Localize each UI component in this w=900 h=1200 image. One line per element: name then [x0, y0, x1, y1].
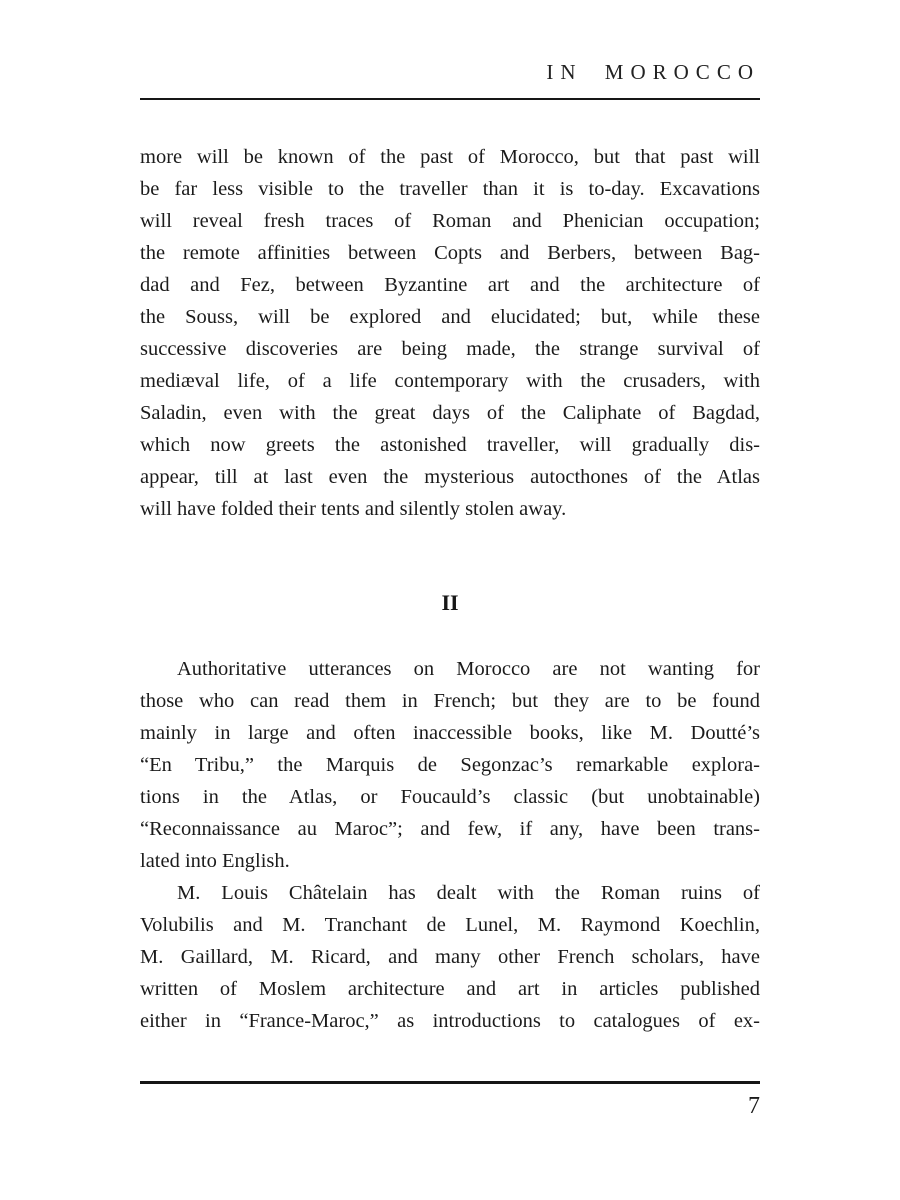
page-content — [140, 0, 760, 1037]
text-line: lated into English. — [140, 850, 290, 872]
text-line: tions in the Atlas, or Foucauld’s classic (but unobtainable) — [140, 786, 760, 808]
page-footer — [140, 1081, 760, 1120]
text-line: mainly in large and often inaccessible books, like M. Doutté’s — [140, 722, 760, 744]
text-line: will reveal fresh traces of Roman and Phenician occupation; — [140, 210, 760, 232]
text-line: appear, till at last even the mysterious autocthones of the Atlas — [140, 466, 760, 488]
text-line: which now greets the astonished traveller, will gradually dis- — [140, 434, 760, 456]
text-line: be far less visible to the traveller than it is to-day. Excavations — [140, 178, 760, 200]
text-line: Saladin, even with the great days of the Caliphate of Bagdad, — [140, 402, 760, 424]
text-line: M. Louis Châtelain has dealt with the Roman ruins of — [177, 882, 760, 904]
section-heading: II — [441, 590, 459, 615]
text-line: the Souss, will be explored and elucidated; but, while these — [140, 306, 760, 328]
text-line: Authoritative utterances on Morocco are not wanting for — [177, 658, 760, 680]
paragraph-3 — [140, 877, 760, 1037]
text-line: successive discoveries are being made, the strange survival of — [140, 338, 760, 360]
header-rule — [140, 98, 760, 100]
paragraph-1 — [140, 141, 760, 525]
running-head-title: IN MOROCCO — [546, 60, 760, 84]
text-line: M. Gaillard, M. Ricard, and many other French scholars, have — [140, 946, 760, 968]
text-line: mediæval life, of a life contemporary with the crusaders, with — [140, 370, 760, 392]
text-line: dad and Fez, between Byzantine art and the architecture of — [140, 274, 760, 296]
text-line: either in “France-Maroc,” as introductions to catalogues of ex- — [140, 1010, 760, 1032]
body-text — [140, 141, 760, 1037]
text-line: written of Moslem architecture and art in articles published — [140, 978, 760, 1000]
footer-rule — [140, 1081, 760, 1084]
paragraph-2 — [140, 653, 760, 877]
text-line: those who can read them in French; but they are to be found — [140, 690, 760, 712]
text-line: more will be known of the past of Morocco, but that past will — [140, 146, 760, 168]
text-line: “En Tribu,” the Marquis de Segonzac’s remarkable explora- — [140, 754, 760, 776]
text-line: will have folded their tents and silently stolen away. — [140, 498, 567, 520]
text-line: the remote affinities between Copts and Berbers, between Bag- — [140, 242, 760, 264]
text-line: “Reconnaissance au Maroc”; and few, if any, have been trans- — [140, 818, 760, 840]
text-line: Volubilis and M. Tranchant de Lunel, M. Raymond Koechlin, — [140, 914, 760, 936]
page-number: 7 — [748, 1093, 760, 1119]
